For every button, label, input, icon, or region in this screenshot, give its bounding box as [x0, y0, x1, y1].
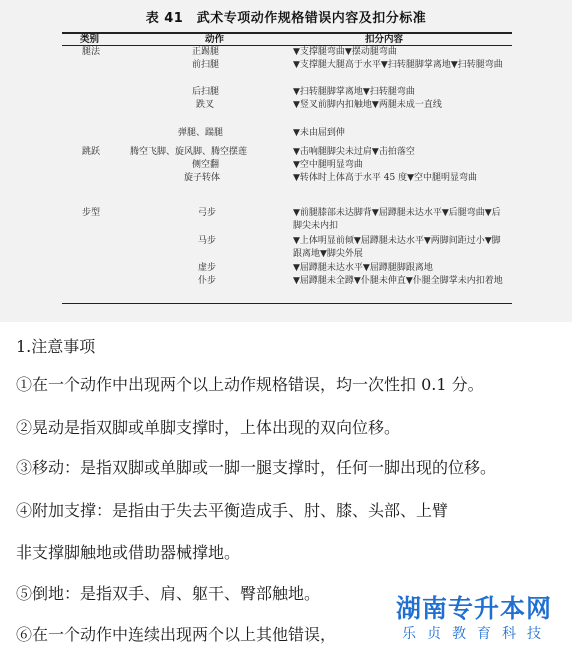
note-item: ①在一个动作中出现两个以上动作规格错误，均一次性扣 0.1 分。	[16, 375, 484, 394]
row-category: 腿法	[82, 47, 101, 57]
row-deduction: ▼屈蹲腿未全蹲▼仆腿未伸直▼仆腿全脚掌未内扣着地	[293, 276, 503, 286]
table-header-rule	[62, 45, 512, 46]
table-bottom-rule	[62, 303, 512, 304]
row-action: 弹腿、踹腿	[178, 128, 224, 138]
row-deduction: ▼支撑腿弯曲▼摆动腿弯曲	[293, 47, 397, 57]
row-action: 虚步	[198, 263, 217, 273]
note-item: ③移动：是指双脚或单脚或一脚一腿支撑时，任何一脚出现的位移。	[16, 458, 497, 477]
row-deduction: ▼屈蹲腿未达水平▼屈蹲腿脚跟离地	[293, 263, 433, 273]
row-deduction: ▼转体时上体高于水平 45 度▼空中腿明显弯曲	[293, 173, 478, 183]
header-action: 动作	[205, 34, 225, 45]
row-deduction: ▼上体明显前倾▼屈蹲腿未达水平▼两脚间距过小▼脚跟离地▼脚尖外展	[293, 236, 501, 259]
site-watermark-logo	[378, 594, 570, 644]
header-deduction: 扣分内容	[365, 34, 404, 45]
row-deduction: ▼竖叉前脚内扣触地▼两腿未成一直线	[293, 100, 442, 110]
row-action: 腾空飞脚、旋风脚、腾空摆莲	[130, 147, 248, 157]
row-category: 跳跃	[82, 147, 101, 157]
row-deduction: ▼支撑腿大腿高于水平▼扫转腿脚掌离地▼扫转腿弯曲	[293, 60, 503, 70]
note-item: ⑥在一个动作中连续出现两个以上其他错误，	[16, 625, 337, 644]
row-action: 侧空翻	[192, 160, 220, 170]
note-item: ④附加支撑：是指由于失去平衡造成手、肘、膝、头部、上臂	[16, 501, 449, 520]
row-action: 正踢腿	[192, 47, 220, 57]
row-action: 前扫腿	[192, 60, 220, 70]
note-item-continuation: 非支撑脚触地或借助器械撑地。	[16, 543, 241, 562]
row-deduction: ▼未由屈到伸	[293, 128, 345, 138]
row-action: 弓步	[198, 208, 217, 218]
row-action: 仆步	[198, 276, 217, 286]
row-action: 马步	[198, 236, 217, 246]
row-deduction: ▼击响腿脚尖未过肩▼击拍落空	[293, 147, 415, 157]
row-action: 旋子转体	[184, 173, 221, 183]
notes-heading: 1.注意事项	[16, 337, 96, 356]
row-action: 后扫腿	[192, 87, 220, 97]
row-action: 跌叉	[196, 100, 215, 110]
table-top-rule	[62, 32, 512, 34]
note-item: ②晃动是指双脚或单脚支撑时，上体出现的双向位移。	[16, 418, 401, 437]
watermark-subtitle: 乐贞教育科技	[402, 626, 552, 642]
scanned-table-image	[0, 0, 572, 322]
row-deduction: ▼前腿膝部未达脚背▼屈蹲腿未达水平▼后腿弯曲▼后脚尖未内扣	[293, 208, 501, 231]
row-deduction: ▼空中腿明显弯曲	[293, 160, 363, 170]
table-title: 表 41 武术专项动作规格错误内容及扣分标准	[145, 11, 427, 26]
note-item: ⑤倒地：是指双手、肩、躯干、臀部触地。	[16, 584, 321, 603]
watermark-title: 湖南专升本网	[395, 594, 552, 623]
row-category: 步型	[82, 208, 101, 218]
header-category: 类别	[80, 34, 100, 45]
row-deduction: ▼扫转腿脚掌离地▼扫转腿弯曲	[293, 87, 415, 97]
